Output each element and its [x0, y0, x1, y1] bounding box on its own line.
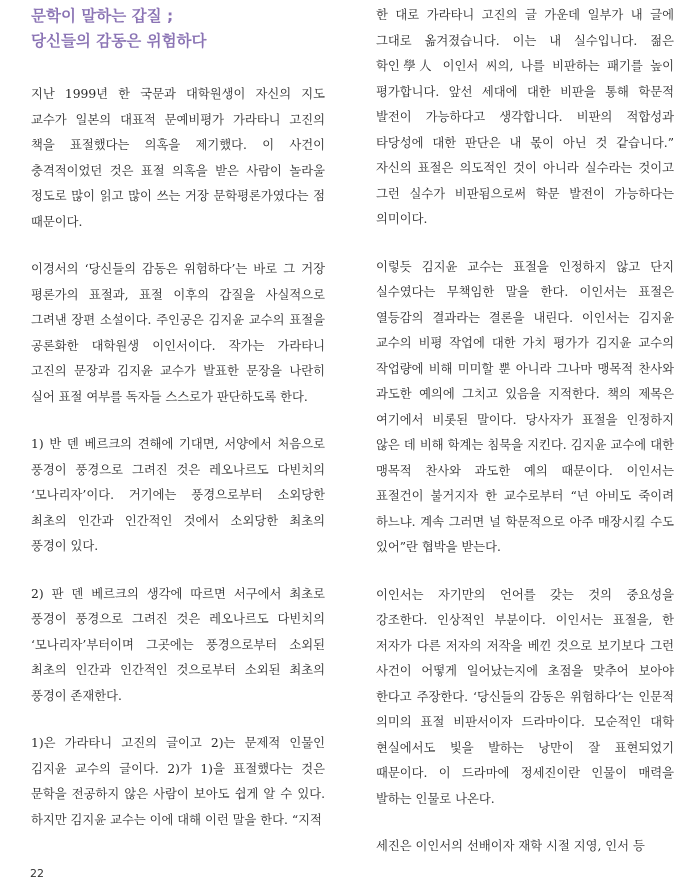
right-column: [376, 0, 674, 860]
heading-line-1: 문학이 말하는 갑질 ;: [31, 7, 174, 25]
paragraph: 1)은 가라타니 고진의 글이고 2)는 문제적 인물인 김지윤 교수의 글이다. 2)가 1)을 표절했다는 것은 문학을 전공하지 않은 사람이 보아도 쉽게 알 수 있다. 하지만 김지윤 교수는 이에 대해 이런 말을 한다. “지적: [31, 736, 325, 827]
paragraph: 지난 1999년 한 국문과 대학원생이 자신의 지도 교수가 일본의 대표적 문예비평가 가라타니 고진의 책을 표절했다는 의혹을 제기했다. 이 사건이 충격적이었던 것은 표절 의혹을 받은 사람이 놀라울 정도로 많이 읽고 많이 쓰는 거장 문학평론가였다는 점 때문이다.: [31, 87, 325, 229]
paragraph: 1) 반 덴 베르크의 견해에 기대면, 서양에서 처음으로 풍경이 풍경으로 그려진 것은 레오나르도 다빈치의 ‘모나리자’이다. 거기에는 풍경으로부터 소외당한 최초의 인간과 인간적인 것에서 소외당한 최초의 풍경이 있다.: [31, 437, 325, 553]
paragraph: 이인서는 자기만의 언어를 갖는 것의 중요성을 강조한다. 인상적인 부분이다. 이인서는 표절을, 한 저자가 다른 저자의 저작을 베낀 것으로 보기보다 그런 사건이 어떻게 일어났는지에 초점을 맞추어 보아야 한다고 주장한다. ‘당신들의 감동은 위험하다’는 인문적 의미의 표절 비판서이자 드라마이다. 모순적인 대학 현실에서도 빛을 발하는 낭만이 잘 표현되었기 때문이다. 이 드라마에 정세진이란 인물이 매력을 발하는 인물로 나온다.: [376, 587, 674, 806]
page-number: 22: [30, 867, 44, 880]
left-column: [31, 0, 325, 833]
heading-line-2: 당신들의 감동은 위험하다: [31, 32, 207, 50]
paragraph: 2) 판 덴 베르크의 생각에 따르면 서구에서 최초로 풍경이 풍경으로 그려진 것은 레오나르도 다빈치의 ‘모나리자’부터이며 그곳에는 풍경으로부터 소외된 최초의 인간과 인간적인 것으로부터 소외된 최초의 풍경이 존재한다.: [31, 586, 325, 703]
article-heading: [31, 4, 325, 54]
paragraph: 한 대로 가라타니 고진의 글 가운데 일부가 내 글에 그대로 옮겨졌습니다. 이는 내 실수입니다. 젊은 학인學人 이인서 씨의, 나를 비판하는 패기를 높이 평가합니다. 앞선 세대에 대한 비판을 통해 학문적 발전이 가능하다고 생각합니다. 비판의 적합성과 타당성에 대한 판단은 내 몫이 아닌 것 같습니다.” 자신의 표절은 의도적인 것이 아니라 실수라는 것이고 그런 실수가 비판됨으로써 학문 발전이 가능하다는 의미이다.: [376, 8, 674, 226]
paragraph: 세진은 이인서의 선배이자 재학 시절 지영, 인서 등: [376, 839, 645, 853]
paragraph: 이렇듯 김지윤 교수는 표절을 인정하지 않고 단지 실수였다는 무책임한 말을 한다. 이인서는 표절은 열등감의 결과라는 결론을 내린다. 이인서는 김지윤 교수의 비평 작업에 대한 가치 평가가 김지윤 교수의 작업량에 비해 미미할 뿐 아니라 그나마 맹목적 찬사와 과도한 예의에 그치고 있음을 지적한다. 책의 제목은 여기에서 비롯된 말이다. 당사자가 표절을 인정하지 않은 데 비해 학계는 침묵을 지킨다. 김지윤 교수에 대한 맹목적 찬사와 과도한 예의 때문이다. 이인서는 표절건이 불거지자 한 교수로부터 “넌 아비도 죽이려 하느냐. 계속 그러면 널 학문적으로 아주 매장시킬 수도 있어”란 협박을 받는다.: [376, 259, 674, 554]
paragraph: 이경서의 ‘당신들의 감동은 위험하다’는 바로 그 거장 평론가의 표절과, 표절 이후의 갑질을 사실적으로 그려낸 장편 소설이다. 주인공은 김지윤 교수의 표절을 공론화한 대학원생 이인서이다. 작가는 가라타니 고진의 문장과 김지윤 교수가 발표한 문장을 나란히 실어 표절 여부를 독자들 스스로가 판단하도록 한다.: [31, 262, 325, 404]
